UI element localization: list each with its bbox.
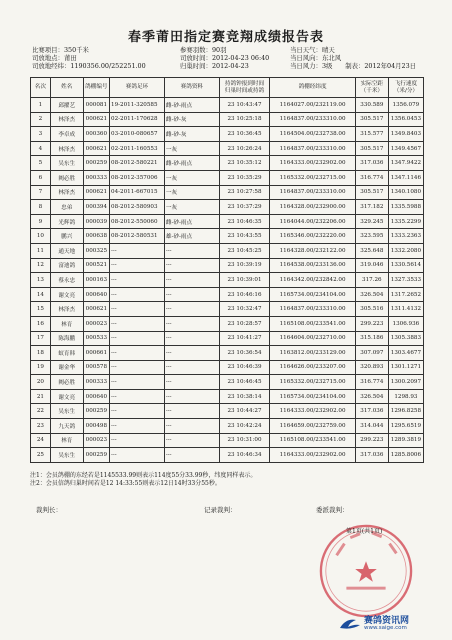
table-row	[31, 200, 424, 215]
cell-ring: ---	[110, 419, 165, 434]
table-row	[31, 170, 424, 185]
cell-rank: 20	[31, 375, 51, 390]
cell-bird-info: ---	[164, 360, 219, 375]
cell-distance: 317.036	[355, 156, 388, 171]
cell-loft-id: 000661	[83, 346, 109, 361]
cell-speed: 1327.3533	[388, 273, 423, 288]
cell-loft-id: 000259	[83, 404, 109, 419]
cell-speed: 1347.1146	[388, 170, 423, 185]
cell-speed: 1356.0453	[388, 112, 423, 127]
cell-clock-time: 23 10:46:34	[219, 448, 269, 463]
cell-coords: 1164837.00/233310.00	[270, 302, 356, 317]
record-referee-label: 记录裁判：	[204, 506, 237, 514]
cell-distance: 316.774	[355, 170, 388, 185]
cell-bird-info: 一灰	[164, 185, 219, 200]
table-row	[31, 112, 424, 127]
cell-distance: 330.589	[355, 98, 388, 113]
cell-rank: 6	[31, 170, 51, 185]
info-release-place: 司放地点：莆田	[32, 54, 77, 62]
cell-rank: 18	[31, 346, 51, 361]
cell-clock-time: 23 10:32:47	[219, 302, 269, 317]
cell-clock-time: 23 10:39:01	[219, 273, 269, 288]
cell-ring: ---	[110, 375, 165, 390]
cell-bird-info: ---	[164, 433, 219, 448]
cell-distance: 326.504	[355, 287, 388, 302]
cell-clock-time: 23 10:41:27	[219, 331, 269, 346]
cell-loft-id: 000640	[83, 389, 109, 404]
cell-coords: 1164027.00/232119.00	[270, 98, 356, 113]
cell-name: 忠弟	[50, 200, 83, 215]
cell-distance: 317.182	[355, 200, 388, 215]
cell-name: 吴东生	[50, 156, 83, 171]
cell-coords: 1164659.00/232759.00	[270, 419, 356, 434]
info-distance: 比赛项目：350千米	[32, 46, 89, 54]
cell-coords: 1163812.00/233129.00	[270, 346, 356, 361]
cell-speed: 1289.3819	[388, 433, 423, 448]
cell-bird-info: ---	[164, 258, 219, 273]
cell-ring: ---	[110, 448, 165, 463]
cell-bird-info: ---	[164, 287, 219, 302]
cell-clock-time: 23 10:31:00	[219, 433, 269, 448]
table-row	[31, 156, 424, 171]
cell-coords: 1164626.00/233207.00	[270, 360, 356, 375]
cell-rank: 7	[31, 185, 51, 200]
table-row	[31, 185, 424, 200]
cell-clock-time: 23 10:42:24	[219, 419, 269, 434]
cell-loft-id: 000163	[83, 273, 109, 288]
cell-bird-info: ---	[164, 389, 219, 404]
cell-ring: ---	[110, 243, 165, 258]
cell-speed: 1298.93	[388, 389, 423, 404]
cell-bird-info: ---	[164, 273, 219, 288]
table-row	[31, 302, 424, 317]
cell-loft-id: 000325	[83, 243, 109, 258]
cell-name: 谢金华	[50, 360, 83, 375]
cell-name: 阙必胜	[50, 375, 83, 390]
cell-rank: 5	[31, 156, 51, 171]
cell-loft-id: 000023	[83, 316, 109, 331]
cell-distance: 323.595	[355, 229, 388, 244]
cell-bird-info: ---	[164, 448, 219, 463]
cell-coords: 1164328.00/232900.00	[270, 200, 356, 215]
cell-coords: 1164504.00/232738.00	[270, 127, 356, 142]
cell-loft-id: 000638	[83, 229, 109, 244]
cell-loft-id: 000259	[83, 448, 109, 463]
cell-coords: 1165332.00/232715.00	[270, 375, 356, 390]
table-row	[31, 98, 424, 113]
cell-coords: 1164604.00/232710.00	[270, 331, 356, 346]
cell-rank: 25	[31, 448, 51, 463]
cell-bird-info: ---	[164, 316, 219, 331]
table-row	[31, 287, 424, 302]
cell-rank: 9	[31, 214, 51, 229]
cell-rank: 19	[31, 360, 51, 375]
cell-loft-id: 000498	[83, 419, 109, 434]
info-release-time: 司放时间：2012-04-23 06:40	[180, 54, 270, 62]
cell-name: 谢文亮	[50, 287, 83, 302]
header-ring: 赛鸽足环	[110, 78, 165, 98]
cell-bird-info: 雌-砂-灰	[164, 127, 219, 142]
cell-distance: 329.245	[355, 214, 388, 229]
cell-loft-id: 000394	[83, 200, 109, 215]
cell-speed: 1296.8258	[388, 404, 423, 419]
cell-bird-info: 雌-砂-雨点	[164, 156, 219, 171]
cell-name: 陈海鹏	[50, 331, 83, 346]
cell-name: 李卓成	[50, 127, 83, 142]
cell-distance: 305.517	[355, 112, 388, 127]
cell-loft-id: 000259	[83, 156, 109, 171]
cell-rank: 24	[31, 433, 51, 448]
cell-distance: 305.517	[355, 141, 388, 156]
cell-loft-id: 000081	[83, 98, 109, 113]
cell-ring: 02-2011-170628	[110, 112, 165, 127]
cell-distance: 314.044	[355, 419, 388, 434]
cell-clock-time: 23 10:35:29	[219, 170, 269, 185]
cell-loft-id: 000333	[83, 170, 109, 185]
cell-name: 鹏兴	[50, 229, 83, 244]
cell-name: 林育	[50, 316, 83, 331]
cell-coords: 1165108.00/233541.00	[270, 316, 356, 331]
cell-distance: 320.893	[355, 360, 388, 375]
header-name: 姓名	[50, 78, 83, 98]
cell-distance: 317.26	[355, 273, 388, 288]
cell-clock-time: 23 10:44:27	[219, 404, 269, 419]
cell-distance: 299.223	[355, 316, 388, 331]
cell-clock-time: 23 10:28:57	[219, 316, 269, 331]
cell-loft-id: 000360	[83, 127, 109, 142]
cell-rank: 14	[31, 287, 51, 302]
table-row	[31, 316, 424, 331]
header-speed: 飞行速度（米/分）	[388, 78, 423, 98]
cell-rank: 10	[31, 229, 51, 244]
footnote-2: 注2：会员信鸽归巢时间若是12 14:33:55则表示12日14时33分55秒。	[30, 480, 221, 487]
cell-clock-time: 23 10:39:19	[219, 258, 269, 273]
cell-clock-time: 23 10:26:24	[219, 141, 269, 156]
cell-ring: 08-2012-357006	[110, 170, 165, 185]
official-seal-stamp	[317, 522, 415, 620]
appointed-referee-label: 委派裁判：	[316, 506, 349, 514]
cell-bird-info: ---	[164, 331, 219, 346]
info-entries: 参赛羽数：90羽	[180, 46, 227, 54]
cell-speed: 1330.5614	[388, 258, 423, 273]
cell-coords: 1164837.00/233310.00	[270, 141, 356, 156]
cell-clock-time: 23 10:36:45	[219, 127, 269, 142]
cell-rank: 12	[31, 258, 51, 273]
cell-loft-id: 000578	[83, 360, 109, 375]
header-coords: 鸽棚经纬度	[270, 78, 356, 98]
cell-coords: 1165332.00/232715.00	[270, 170, 356, 185]
info-weather: 当日天气：晴天	[290, 46, 335, 54]
cell-speed: 1285.8006	[388, 448, 423, 463]
cell-name: 光辉鸽	[50, 214, 83, 229]
cell-ring: 19-2011-320585	[110, 98, 165, 113]
cell-name: 通天地	[50, 243, 83, 258]
cell-clock-time: 23 10:27:58	[219, 185, 269, 200]
cell-coords: 1164333.00/232902.00	[270, 404, 356, 419]
cell-coords: 1164044.00/232206.00	[270, 214, 356, 229]
cell-distance: 319.046	[355, 258, 388, 273]
cell-rank: 21	[31, 389, 51, 404]
cell-coords: 1164342.00/232842.00	[270, 273, 356, 288]
cell-clock-time: 23 10:45:25	[219, 243, 269, 258]
report-title: 春季莆田指定赛竞翔成绩报告表	[127, 30, 324, 45]
cell-bird-info: 雄-砂-雨点	[164, 229, 219, 244]
cell-bird-info: ---	[164, 302, 219, 317]
cell-ring: 08-2012-580903	[110, 200, 165, 215]
cell-ring: ---	[110, 258, 165, 273]
results-table	[30, 77, 424, 463]
cell-ring: ---	[110, 404, 165, 419]
cell-coords: 1164328.00/232122.00	[270, 243, 356, 258]
cell-rank: 3	[31, 127, 51, 142]
info-return-date: 归巢时间：2012-04-23	[180, 62, 249, 70]
cell-speed: 1303.4677	[388, 346, 423, 361]
cell-speed: 1349.8403	[388, 127, 423, 142]
cell-clock-time: 23 10:43:55	[219, 229, 269, 244]
cell-ring: ---	[110, 273, 165, 288]
info-release-coords: 司放地经纬：1190356.00/252251.00	[32, 62, 146, 70]
cell-bird-info: ---	[164, 243, 219, 258]
cell-ring: ---	[110, 331, 165, 346]
cell-distance: 316.774	[355, 375, 388, 390]
table-row	[31, 214, 424, 229]
cell-name: 林泽杰	[50, 302, 83, 317]
cell-coords: 1164538.00/233136.00	[270, 258, 356, 273]
cell-distance: 305.516	[355, 302, 388, 317]
cell-name: 吴东生	[50, 404, 83, 419]
table-row	[31, 389, 424, 404]
cell-clock-time: 23 10:36:54	[219, 346, 269, 361]
info-right	[290, 46, 416, 70]
cell-distance: 307.097	[355, 346, 388, 361]
cell-rank: 13	[31, 273, 51, 288]
cell-name: 阙必胜	[50, 170, 83, 185]
cell-rank: 15	[31, 302, 51, 317]
cell-distance: 315.186	[355, 331, 388, 346]
cell-ring: ---	[110, 302, 165, 317]
header-clock-time: 持鸽钟报到时间 归巢时间或持鸽	[219, 78, 269, 98]
cell-distance: 299.223	[355, 433, 388, 448]
cell-rank: 1	[31, 98, 51, 113]
cell-loft-id: 000640	[83, 287, 109, 302]
cell-ring: ---	[110, 346, 165, 361]
cell-speed: 1317.2652	[388, 287, 423, 302]
cell-bird-info: 一灰	[164, 200, 219, 215]
cell-name: 蔡永忠	[50, 273, 83, 288]
chief-referee-label: 裁判长：	[36, 506, 62, 514]
cell-rank: 17	[31, 331, 51, 346]
cell-speed: 1295.6519	[388, 419, 423, 434]
cell-speed: 1333.2363	[388, 229, 423, 244]
footnotes	[30, 472, 256, 488]
table-row	[31, 419, 424, 434]
cell-speed: 1349.4567	[388, 141, 423, 156]
cell-bird-info: ---	[164, 419, 219, 434]
cell-clock-time: 23 10:25:18	[219, 112, 269, 127]
table-row	[31, 273, 424, 288]
cell-bird-info: 一灰	[164, 141, 219, 156]
cell-coords: 1165108.00/233541.00	[270, 433, 356, 448]
cell-clock-time: 23 10:46:16	[219, 287, 269, 302]
cell-bird-info: 一灰	[164, 170, 219, 185]
info-mid	[180, 46, 269, 70]
table-row	[31, 433, 424, 448]
page-number: 第1页(共1页)	[346, 528, 383, 535]
cell-rank: 23	[31, 419, 51, 434]
cell-loft-id: 000521	[83, 258, 109, 273]
cell-bird-info: 雌-砂-灰	[164, 112, 219, 127]
cell-rank: 16	[31, 316, 51, 331]
logo-name: 赛鸽资讯网	[364, 616, 410, 626]
info-left	[32, 46, 146, 70]
cell-name: 吴东生	[50, 448, 83, 463]
cell-rank: 8	[31, 200, 51, 215]
cell-rank: 11	[31, 243, 51, 258]
cell-bird-info: 雌-砂-雨点	[164, 98, 219, 113]
cell-name: 林泽杰	[50, 112, 83, 127]
cell-coords: 1164333.00/232902.00	[270, 156, 356, 171]
cell-distance: 326.504	[355, 389, 388, 404]
cell-clock-time: 23 10:35:12	[219, 156, 269, 171]
cell-bird-info: ---	[164, 404, 219, 419]
cell-loft-id: 000621	[83, 141, 109, 156]
cell-name: 林泽杰	[50, 141, 83, 156]
cell-clock-time: 23 10:43:47	[219, 98, 269, 113]
cell-loft-id: 000023	[83, 433, 109, 448]
table-row	[31, 375, 424, 390]
cell-speed: 1340.1080	[388, 185, 423, 200]
table-row	[31, 258, 424, 273]
cell-coords: 1165734.00/234104.00	[270, 287, 356, 302]
cell-speed: 1311.4132	[388, 302, 423, 317]
header-distance: 实际空距（千米）	[355, 78, 388, 98]
cell-clock-time: 23 10:46:39	[219, 360, 269, 375]
cell-ring: ---	[110, 287, 165, 302]
cell-rank: 4	[31, 141, 51, 156]
cell-distance: 315.577	[355, 127, 388, 142]
table-header-row	[31, 78, 424, 98]
cell-clock-time: 23 10:37:29	[219, 200, 269, 215]
cell-name: 九天鸽	[50, 419, 83, 434]
table-row	[31, 448, 424, 463]
logo-url: www.saige.com	[364, 625, 407, 631]
cell-rank: 2	[31, 112, 51, 127]
cell-speed: 1306.936	[388, 316, 423, 331]
cell-name: 蚁育韩	[50, 346, 83, 361]
table-body	[31, 98, 424, 463]
cell-ring: ---	[110, 360, 165, 375]
cell-distance: 305.517	[355, 185, 388, 200]
cell-coords: 1165734.00/234104.00	[270, 389, 356, 404]
cell-loft-id: 000621	[83, 185, 109, 200]
cell-ring: ---	[110, 433, 165, 448]
header-loft-id: 鸽棚编号	[83, 78, 109, 98]
cell-speed: 1300.2097	[388, 375, 423, 390]
cell-name: 富迪鸽	[50, 258, 83, 273]
cell-ring: 08-2012-580531	[110, 229, 165, 244]
cell-ring: ---	[110, 316, 165, 331]
cell-speed: 1335.2299	[388, 214, 423, 229]
table-row	[31, 360, 424, 375]
cell-loft-id: 000621	[83, 302, 109, 317]
cell-coords: 1164837.00/233310.00	[270, 112, 356, 127]
info-wind-force: 当日风力：3级 制表：2012年04月23日	[290, 62, 417, 70]
cell-clock-time: 23 10:38:14	[219, 389, 269, 404]
info-wind-direction: 当日风向：东北风	[290, 54, 342, 62]
cell-name: 邱擢艺	[50, 98, 83, 113]
cell-speed: 1301.1271	[388, 360, 423, 375]
cell-ring: 03-2010-080657	[110, 127, 165, 142]
table-row	[31, 404, 424, 419]
cell-loft-id: 000533	[83, 331, 109, 346]
cell-distance: 317.036	[355, 448, 388, 463]
cell-ring: 02-2011-160553	[110, 141, 165, 156]
cell-clock-time: 23 10:46:35	[219, 214, 269, 229]
cell-speed: 1332.2080	[388, 243, 423, 258]
cell-ring: 08-2012-550060	[110, 214, 165, 229]
cell-distance: 317.036	[355, 404, 388, 419]
table-row	[31, 346, 424, 361]
cell-bird-info: ---	[164, 375, 219, 390]
cell-name: 林育	[50, 433, 83, 448]
cell-ring: 04-2011-667015	[110, 185, 165, 200]
table-row	[31, 331, 424, 346]
table-row	[31, 141, 424, 156]
cell-loft-id: 000333	[83, 375, 109, 390]
table-row	[31, 127, 424, 142]
header-rank: 名次	[31, 78, 51, 98]
cell-speed: 1356.079	[388, 98, 423, 113]
cell-coords: 1164837.00/233310.00	[270, 185, 356, 200]
cell-ring: ---	[110, 389, 165, 404]
cell-name: 林泽杰	[50, 185, 83, 200]
footnote-1: 注1：会员鸽棚的东经若是1145533.99则表示114度55分33.99秒，纬度同样表示。	[30, 472, 257, 479]
cell-distance: 325.648	[355, 243, 388, 258]
cell-speed: 1305.3883	[388, 331, 423, 346]
cell-loft-id: 000621	[83, 112, 109, 127]
cell-speed: 1347.9422	[388, 156, 423, 171]
cell-bird-info: ---	[164, 346, 219, 361]
cell-clock-time: 23 10:46:45	[219, 375, 269, 390]
table-row	[31, 243, 424, 258]
cell-speed: 1335.5988	[388, 200, 423, 215]
header-bird-info: 赛鸽资料	[164, 78, 219, 98]
cell-rank: 22	[31, 404, 51, 419]
cell-coords: 1165346.00/232220.00	[270, 229, 356, 244]
cell-loft-id: 000039	[83, 214, 109, 229]
cell-ring: 08-2012-580221	[110, 156, 165, 171]
cell-coords: 1164333.00/232902.00	[270, 448, 356, 463]
cell-name: 谢文亮	[50, 389, 83, 404]
cell-bird-info: 雌-砂-雨点	[164, 214, 219, 229]
table-row	[31, 229, 424, 244]
